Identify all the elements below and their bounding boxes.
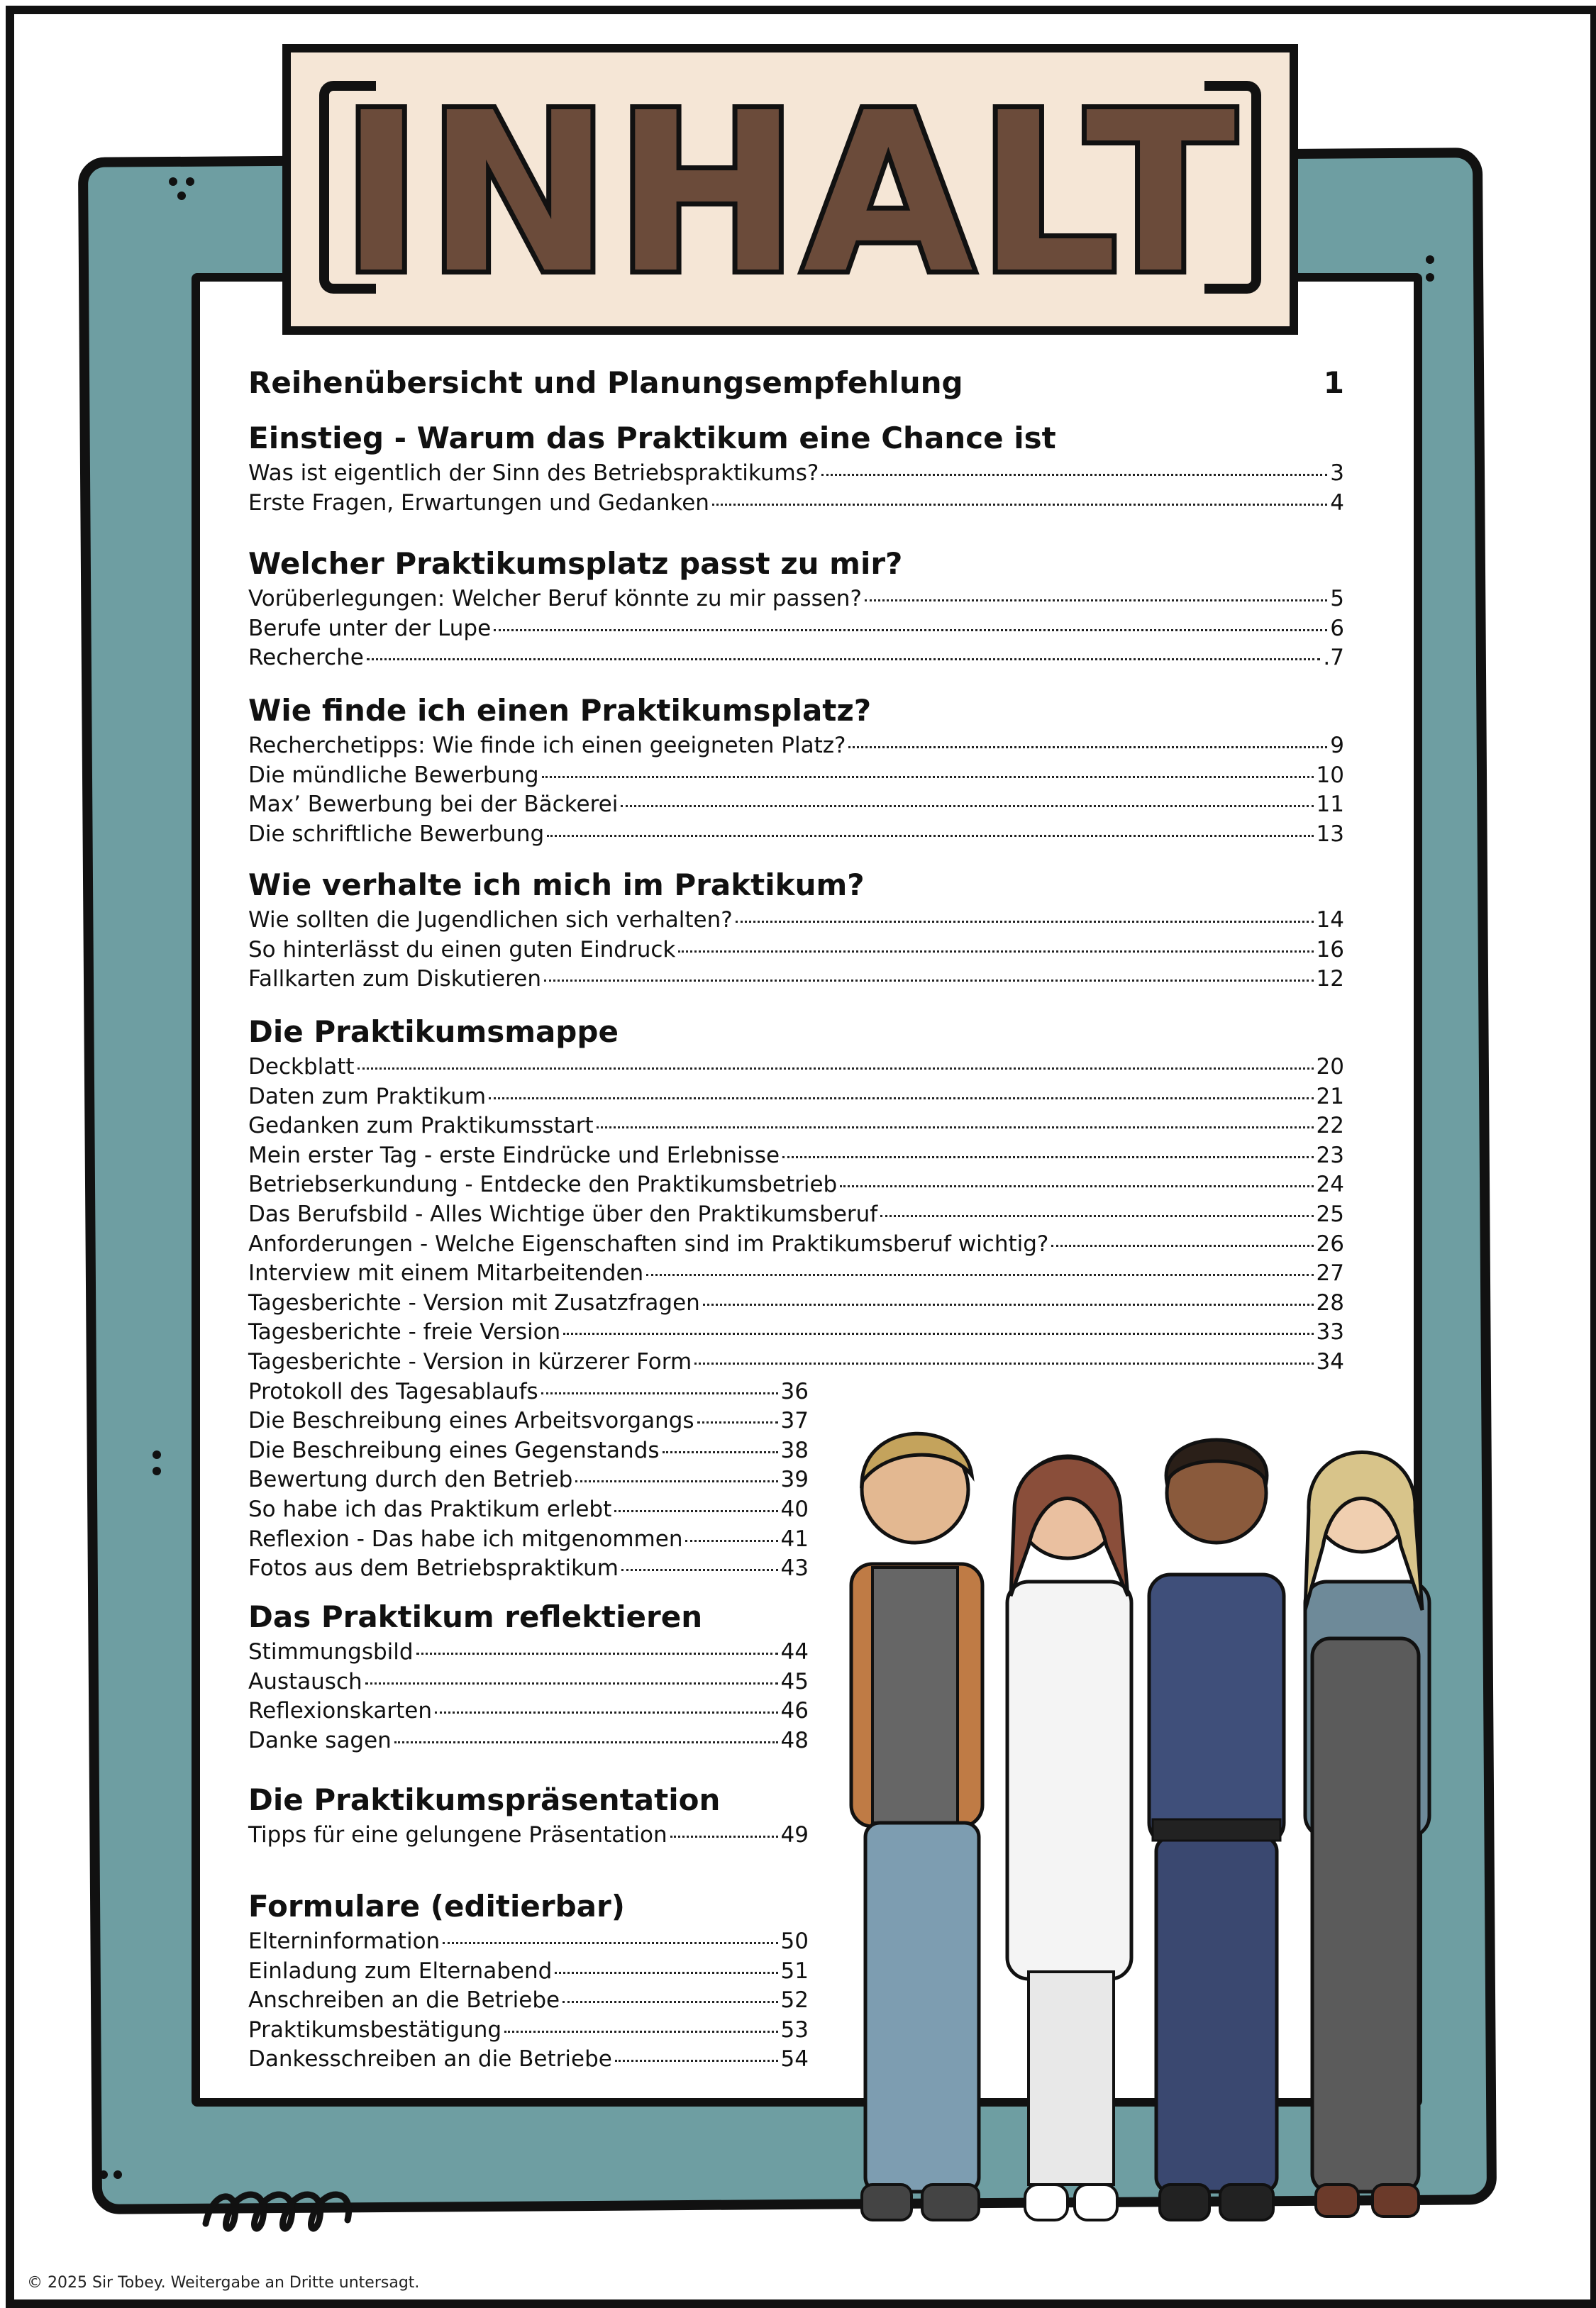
toc-entry[interactable] bbox=[248, 459, 1344, 487]
toc-entry[interactable] bbox=[248, 1318, 1344, 1346]
toc-entry-page: 23 bbox=[1316, 1142, 1344, 1168]
toc-entry-label: Erste Fragen, Erwartungen und Gedanken bbox=[248, 489, 709, 516]
toc-entry-label: Die Beschreibung eines Gegenstands bbox=[248, 1437, 660, 1463]
toc-entry-page: 12 bbox=[1316, 966, 1344, 992]
frame-dot bbox=[99, 2170, 108, 2179]
toc-entry-label: Wie sollten die Jugendlichen sich verhalten? bbox=[248, 907, 733, 933]
toc-entry-page: 51 bbox=[780, 1958, 809, 1984]
dot-leader bbox=[575, 1480, 777, 1482]
dot-leader bbox=[703, 1304, 1314, 1306]
dot-leader bbox=[685, 1540, 777, 1542]
section-heading: Das Praktikum reflektieren bbox=[248, 1599, 703, 1634]
toc-entry-page: 48 bbox=[780, 1727, 809, 1753]
toc-entry-page: 54 bbox=[780, 2046, 809, 2073]
toc-entry[interactable] bbox=[248, 2016, 809, 2044]
toc-entry[interactable] bbox=[248, 643, 1344, 672]
toc-entry-label: Die Beschreibung eines Arbeitsvorgangs bbox=[248, 1408, 694, 1434]
toc-entry[interactable] bbox=[248, 1289, 1344, 1317]
toc-entry-page: 10 bbox=[1316, 762, 1344, 788]
toc-entry-page: 21 bbox=[1316, 1083, 1344, 1109]
toc-entry-label: Das Berufsbild - Alles Wichtige über den Praktikumsberuf bbox=[248, 1202, 878, 1227]
toc-entry-label: Die mündliche Bewerbung bbox=[248, 762, 539, 788]
frame-dot bbox=[1426, 273, 1434, 282]
copyright-footer: © 2025 Sir Tobey. Weitergabe an Dritte untersagt. bbox=[27, 2274, 420, 2292]
toc-entry-page: 52 bbox=[780, 1987, 809, 2014]
dot-leader bbox=[563, 1333, 1313, 1335]
toc-entry-page: 37 bbox=[780, 1408, 809, 1434]
toc-entry[interactable] bbox=[248, 1170, 1344, 1199]
toc-entry-label: Reflexion - Das habe ich mitgenommen bbox=[248, 1526, 683, 1552]
dot-leader bbox=[621, 1569, 778, 1571]
dot-leader bbox=[563, 2001, 777, 2003]
title-plate bbox=[282, 44, 1298, 335]
toc-entry[interactable] bbox=[248, 1726, 809, 1755]
toc-entry-label: Gedanken zum Praktikumsstart bbox=[248, 1113, 594, 1139]
dot-leader bbox=[736, 921, 1314, 923]
dot-leader bbox=[615, 2060, 778, 2062]
toc-entry[interactable] bbox=[248, 2045, 809, 2073]
dot-leader bbox=[694, 1363, 1313, 1365]
dot-leader bbox=[670, 1836, 778, 1838]
toc-entry-label: Vorüberlegungen: Welcher Beruf könnte zu mir passen? bbox=[248, 586, 862, 611]
toc-entry[interactable] bbox=[248, 1957, 809, 1985]
section-heading: Welcher Praktikumsplatz passt zu mir? bbox=[248, 546, 903, 581]
toc-entry-page: 34 bbox=[1316, 1349, 1344, 1375]
toc-entry-page: 28 bbox=[1316, 1289, 1344, 1316]
dot-leader bbox=[621, 805, 1313, 807]
toc-entry[interactable] bbox=[248, 1465, 809, 1494]
dot-leader bbox=[358, 1067, 1314, 1070]
toc-entry-label: Reflexionskarten bbox=[248, 1698, 433, 1724]
section-heading: Formulare (editierbar) bbox=[248, 1889, 625, 1924]
dot-leader bbox=[544, 980, 1314, 982]
toc-entry-page: 53 bbox=[780, 2016, 809, 2043]
dot-leader bbox=[555, 1972, 777, 1974]
toc-entry-page: 40 bbox=[780, 1497, 809, 1522]
dot-leader bbox=[848, 746, 1327, 748]
dot-leader bbox=[494, 629, 1327, 631]
toc-entry-label: Recherche bbox=[248, 645, 364, 671]
toc-entry-page: .7 bbox=[1323, 645, 1344, 671]
toc-entry[interactable] bbox=[248, 906, 1344, 934]
toc-top-entry[interactable] bbox=[248, 365, 1344, 401]
toc-entry-page: 27 bbox=[1316, 1260, 1344, 1287]
section-heading: Die Praktikumsmappe bbox=[248, 1014, 619, 1049]
toc-entry[interactable] bbox=[248, 1495, 809, 1524]
dot-leader bbox=[394, 1741, 778, 1743]
dot-leader bbox=[646, 1274, 1313, 1276]
dot-leader bbox=[782, 1156, 1314, 1158]
toc-entry-page: 22 bbox=[1316, 1113, 1344, 1139]
toc-entry-label: Fallkarten zum Diskutieren bbox=[248, 966, 541, 992]
toc-entry-label: Bewertung durch den Betrieb bbox=[248, 1467, 573, 1493]
dot-leader bbox=[367, 658, 1321, 660]
dot-leader bbox=[712, 504, 1327, 506]
toc-entry[interactable] bbox=[248, 1082, 1344, 1111]
toc-entry-label: Stimmungsbild bbox=[248, 1639, 414, 1665]
toc-entry-label: Anforderungen - Welche Eigenschaften sind im Praktikumsberuf wichtig? bbox=[248, 1231, 1049, 1257]
frame-dot bbox=[186, 177, 194, 186]
dot-leader bbox=[865, 599, 1327, 601]
toc-entry-page: 26 bbox=[1316, 1231, 1344, 1257]
dot-leader bbox=[678, 950, 1313, 953]
toc-entry[interactable] bbox=[248, 965, 1344, 993]
toc-entry-label: Recherchetipps: Wie finde ich einen geeigneten Platz? bbox=[248, 733, 846, 758]
toc-entry[interactable] bbox=[248, 1668, 809, 1696]
dot-leader bbox=[541, 1392, 778, 1394]
toc-entry[interactable] bbox=[248, 1927, 809, 1955]
toc-entry[interactable] bbox=[248, 489, 1344, 517]
toc-entry-page: 25 bbox=[1316, 1202, 1344, 1227]
toc-entry-page: 3 bbox=[1330, 460, 1344, 486]
dot-leader bbox=[821, 474, 1327, 476]
person-police-officer bbox=[1149, 1440, 1284, 2220]
toc-entry-page: 5 bbox=[1330, 586, 1344, 611]
section-heading: Die Praktikumspräsentation bbox=[248, 1782, 721, 1817]
toc-entry[interactable] bbox=[248, 731, 1344, 760]
dot-leader bbox=[365, 1682, 778, 1685]
toc-entry[interactable] bbox=[248, 820, 1344, 848]
section-heading: Einstieg - Warum das Praktikum eine Chance ist bbox=[248, 421, 1056, 455]
dot-leader bbox=[443, 1942, 777, 1944]
toc-entry-label: Praktikumsbestätigung bbox=[248, 2016, 502, 2043]
dot-leader bbox=[1051, 1245, 1313, 1247]
toc-entry-page: 14 bbox=[1316, 907, 1344, 933]
dot-leader bbox=[435, 1711, 778, 1714]
frame-dot bbox=[153, 1450, 161, 1459]
toc-entry-label: Elterninformation bbox=[248, 1929, 440, 1954]
frame-dot bbox=[153, 1467, 161, 1475]
frame-dot bbox=[169, 177, 177, 186]
frame-dot bbox=[177, 192, 186, 200]
toc-entry-page: 39 bbox=[780, 1467, 809, 1493]
toc-entry-label: Tagesberichte - Version mit Zusatzfragen bbox=[248, 1289, 700, 1316]
students-illustration bbox=[823, 1404, 1532, 2263]
toc-entry[interactable] bbox=[248, 1348, 1344, 1376]
toc-entry-label: Deckblatt bbox=[248, 1054, 355, 1080]
toc-entry-page: 13 bbox=[1316, 821, 1344, 847]
toc-entry[interactable] bbox=[248, 584, 1344, 613]
toc-entry-page: 33 bbox=[1316, 1319, 1344, 1346]
dot-leader bbox=[597, 1126, 1314, 1128]
toc-entry-label: Austausch bbox=[248, 1668, 362, 1694]
toc-entry-page: 45 bbox=[780, 1668, 809, 1694]
dot-leader bbox=[416, 1653, 778, 1655]
section-heading: Wie finde ich einen Praktikumsplatz? bbox=[248, 693, 872, 728]
toc-entry-label: Danke sagen bbox=[248, 1727, 392, 1753]
toc-entry-label: Interview mit einem Mitarbeitenden bbox=[248, 1260, 644, 1287]
dot-leader bbox=[489, 1097, 1314, 1099]
toc-entry-page: 6 bbox=[1330, 615, 1344, 641]
dot-leader bbox=[504, 2031, 777, 2033]
toc-entry-page: 43 bbox=[780, 1555, 809, 1582]
frame-dot bbox=[1426, 255, 1434, 264]
toc-entry-label: Betriebserkundung - Entdecke den Praktikumsbetrieb bbox=[248, 1172, 838, 1198]
section-heading: Wie verhalte ich mich im Praktikum? bbox=[248, 867, 865, 902]
toc-entry-label: Was ist eigentlich der Sinn des Betriebspraktikums? bbox=[248, 460, 819, 486]
toc-entry-page: 9 bbox=[1330, 733, 1344, 758]
toc-entry-label: Tagesberichte - freie Version bbox=[248, 1319, 561, 1346]
toc-entry[interactable] bbox=[248, 1986, 809, 2014]
dot-leader bbox=[880, 1215, 1313, 1217]
toc-entry-label: Einladung zum Elternabend bbox=[248, 1958, 553, 1984]
toc-entry-label: Dankesschreiben an die Betriebe bbox=[248, 2046, 612, 2073]
toc-entry-page: 24 bbox=[1316, 1172, 1344, 1198]
toc-entry-label: Tipps für eine gelungene Präsentation bbox=[248, 1822, 667, 1848]
toc-entry-label: Mein erster Tag - erste Eindrücke und Erlebnisse bbox=[248, 1142, 780, 1168]
toc-entry[interactable] bbox=[248, 1377, 809, 1406]
toc-entry-page: 36 bbox=[780, 1378, 809, 1404]
toc-entry-page: 50 bbox=[780, 1929, 809, 1954]
person-doctor bbox=[1007, 1456, 1131, 2220]
toc-entry-label: Protokoll des Tagesablaufs bbox=[248, 1378, 538, 1404]
toc-entry[interactable] bbox=[248, 790, 1344, 819]
toc-top-entry-page: 1 bbox=[1323, 365, 1344, 400]
dot-leader bbox=[663, 1451, 778, 1453]
page-title: INHALT bbox=[340, 66, 1240, 322]
toc-top-entry-label: Reihenübersicht und Planungsempfehlung bbox=[248, 365, 963, 400]
toc-entry-page: 38 bbox=[780, 1437, 809, 1463]
toc-entry[interactable] bbox=[248, 1525, 809, 1553]
toc-entry[interactable] bbox=[248, 1407, 809, 1435]
toc-entry[interactable] bbox=[248, 1200, 1344, 1228]
toc-entry[interactable] bbox=[248, 1554, 809, 1582]
dot-leader bbox=[614, 1510, 777, 1512]
toc-entry-page: 46 bbox=[780, 1698, 809, 1724]
toc-entry-page: 49 bbox=[780, 1822, 809, 1848]
toc-entry[interactable] bbox=[248, 1259, 1344, 1287]
toc-entry-page: 41 bbox=[780, 1526, 809, 1552]
toc-entry[interactable] bbox=[248, 761, 1344, 789]
toc-entry-label: Tagesberichte - Version in kürzerer Form bbox=[248, 1349, 692, 1375]
toc-entry[interactable] bbox=[248, 1111, 1344, 1140]
toc-entry-label: Max’ Bewerbung bei der Bäckerei bbox=[248, 792, 619, 818]
dot-leader bbox=[547, 835, 1313, 837]
toc-entry[interactable] bbox=[248, 1697, 809, 1725]
person-construction-worker bbox=[851, 1433, 982, 2220]
toc-entry[interactable] bbox=[248, 1436, 809, 1465]
toc-entry-label: So habe ich das Praktikum erlebt bbox=[248, 1497, 612, 1522]
toc-entry[interactable] bbox=[248, 1638, 809, 1666]
toc-entry-label: Daten zum Praktikum bbox=[248, 1083, 487, 1109]
toc-entry-label: Die schriftliche Bewerbung bbox=[248, 821, 545, 847]
toc-entry-label: Berufe unter der Lupe bbox=[248, 615, 492, 641]
swirl-decoration bbox=[199, 2181, 369, 2238]
toc-entry-page: 20 bbox=[1316, 1054, 1344, 1080]
toc-entry-label: Fotos aus dem Betriebspraktikum bbox=[248, 1555, 619, 1582]
toc-entry-page: 4 bbox=[1330, 489, 1344, 516]
toc-entry-label: So hinterlässt du einen guten Eindruck bbox=[248, 936, 676, 962]
toc-entry[interactable] bbox=[248, 1141, 1344, 1170]
dot-leader bbox=[840, 1185, 1313, 1187]
toc-entry[interactable] bbox=[248, 614, 1344, 643]
dot-leader bbox=[542, 776, 1314, 778]
toc-entry[interactable] bbox=[248, 1230, 1344, 1258]
dot-leader bbox=[697, 1421, 778, 1424]
toc-entry[interactable] bbox=[248, 1053, 1344, 1081]
toc-entry[interactable] bbox=[248, 936, 1344, 964]
toc-entry-label: Anschreiben an die Betriebe bbox=[248, 1987, 560, 2014]
toc-entry-page: 16 bbox=[1316, 936, 1344, 962]
toc-entry-page: 44 bbox=[780, 1639, 809, 1665]
toc-entry[interactable] bbox=[248, 1821, 809, 1849]
person-mechanic bbox=[1305, 1453, 1429, 2217]
toc-entry-page: 11 bbox=[1316, 792, 1344, 818]
frame-dot bbox=[113, 2170, 122, 2179]
